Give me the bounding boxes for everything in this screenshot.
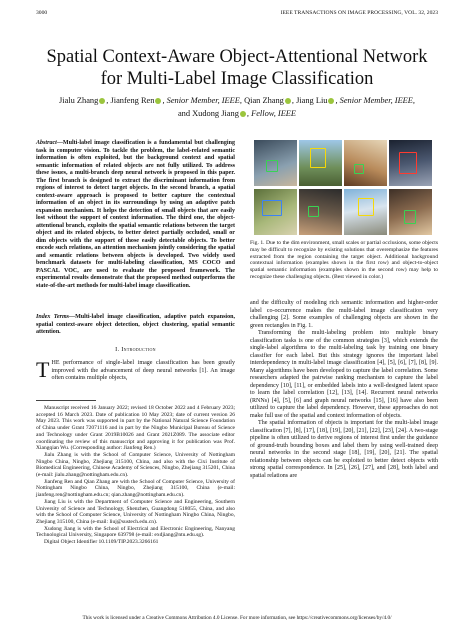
intro-lead: HE: [51, 360, 60, 366]
body-paragraph: Transforming the multi-labeling problem into multiple binary classification tasks is one of the common strategies [3], which extends the single-label algorithms to the multi-labeling task by training one binary classifier for each label. But this strategy ignores the important label interdependency in multi-label image classification [4], [5], [6], [7], [8], [9]. Many algorithms have been developed to capture the label correlation. Some researchers adapted the pairwise ranking mechanism to capture the label dependency [10], [11], or embedded labels into a well-designed latent space to learn the label correlation [12], [13], [14]. Recurrent neural networks (RNNs) [4], [5], [6] and graph neural networks [15], [16] have also been utilized to capture the label dependency. However, these approaches do not make full use of the spatial and context information of objects.: [250, 330, 438, 419]
author-list: [36, 94, 438, 120]
index-terms-text: Multi-label image classification, adaptive patch expansion, spatial context-aware object detection, object clustering, spatial semantic attention.: [36, 314, 235, 335]
body-paragraph: The spatial information of objects is important for the multi-label image classification [7], [8], [17], [18], [19], [20], [21], [22], [23], [24]. A two-stage pipeline is often utilized to derive regions of interest first under the guidance of ground-truth bounding boxes and label them by using well-trained deep neural networks in the second stage [18], [19], [20], [21]. The spatial relationship between objects can be exploited to better detect objects with strong spatial correspondence. In [25], [26], [27], and [28], both label and spatial relations are: [250, 420, 438, 479]
footnote-paragraph: Jialu Zhang is with the School of Computer Science, University of Nottingham Ningbo China, Ningbo, Zhejiang 315100, China, and also with the Cixi Institute of Biomedical Engineering, Chinese Academy of Sciences, Ningbo, Zhejiang 315201, China (e-mail: jialu.zhang@nottingham.edu.cn).: [36, 451, 235, 479]
index-terms-label: Index Terms—: [36, 314, 76, 320]
detection-box: [399, 152, 417, 174]
running-header: [36, 10, 438, 16]
footnote-rule: [36, 400, 96, 401]
detection-box: [266, 160, 278, 172]
detection-box: [308, 206, 319, 217]
detection-box: [358, 198, 374, 216]
orcid-icon[interactable]: [285, 98, 291, 104]
detection-box: [310, 148, 326, 168]
figure-photo: [344, 140, 387, 186]
author-grade: , Senior Member, IEEE,: [335, 96, 416, 105]
abstract-label: Abstract—: [36, 140, 63, 146]
abstract-text: Multi-label image classification is a fundamental but challenging task in computer vision. To tackle the problem, the label-related semantic information is often exploited, but the background context and spatial semantic information of related objects are not fully utilized. To address these issues, a multi-branch deep neural network is proposed in this paper. The first branch is designed to extract the discriminant information from regions of interest to detect target objects. In the second branch, a spatial context-aware approach is proposed to better capture the contextual information of an object in its surroundings by using an adaptive patch expansion mechanism. It helps the detection of small objects that are easily lost without the support of context information. The third one, the object-attentional branch, exploits the spatial semantic relations between the target object and its related objects, to better detect partially occluded, small or dim objects with the support of those easily detectable objects. To better encode such relations, an attention mechanism jointly considering the spatial and semantic relations between objects is developed. Two widely used benchmark datasets for multi-labeling classification, MS COCO and PASCAL VOC, are used to evaluate the proposed framework. The experimental results demonstrate that the proposed method outperforms the state-of-the-art methods for multi-label image classification.: [36, 140, 235, 289]
orcid-icon[interactable]: [99, 98, 105, 104]
abstract: [36, 140, 235, 290]
author-name: , Jianfeng Ren: [106, 96, 155, 105]
orcid-icon[interactable]: [328, 98, 334, 104]
drop-cap: T: [36, 357, 50, 382]
author-grade: , Fellow, IEEE: [246, 109, 297, 118]
body-paragraph: and the difficulty of modeling rich semantic information and higher-order label co-occurrence makes the multi-label image classification very challenging [2]. Some examples of challenging objects are shown in the green rectangles in Fig. 1.: [250, 300, 438, 329]
journal-name: IEEE TRANSACTIONS ON IMAGE PROCESSING, VOL. 32, 2023: [280, 10, 438, 16]
page-number: 3000: [36, 10, 48, 16]
footnote-paragraph: Jianfeng Ren and Qian Zhang are with the School of Computer Science, University of Nottingham Ningbo China, Ningbo, Zhejiang 315100, China (e-mail: jianfeng.ren@nottingham.edu.cn; qian.zhang@nottingham.edu.cn).: [36, 478, 235, 499]
license-footer: This work is licensed under a Creative Commons Attribution 4.0 License. For more information, see https://creativecommons.org/licenses/by/4.0/: [82, 615, 392, 621]
author-name: , Qian Zhang: [239, 96, 284, 105]
author-name: Jialu Zhang: [58, 96, 99, 105]
footnote-paragraph: Xudong Jiang is with the School of Electrical and Electronic Engineering, Nanyang Technological University, Singapore 639798 (e-mail: exdjiang@ntu.edu.sg).: [36, 525, 235, 539]
detection-box: [404, 210, 416, 224]
detection-box: [354, 164, 364, 174]
intro-text: performance of single-label image classification has been greatly improved with the advancement of deep neural networks [1]. An image often contains multiple objects,: [51, 360, 235, 381]
author-name: and Xudong Jiang: [177, 109, 239, 118]
author-grade: , Senior Member, IEEE: [162, 96, 240, 105]
orcid-icon[interactable]: [240, 111, 246, 117]
footnotes: [36, 405, 235, 546]
section-heading: I. Introduction: [115, 346, 156, 353]
figure-caption: Fig. 1. Due to the dim environment, small scales or partial occlusions, some objects may be difficult to recognize by existing solutions that overemphasize the features extracted from the region containing the target object. Additional background contextual information (examples shown in the first row) and object-to-object spatial semantic information (examples shown in the second row) may help to recognize these challenging objects. (Best viewed in color.): [250, 240, 438, 280]
index-terms: [36, 314, 235, 337]
orcid-icon[interactable]: [155, 98, 161, 104]
figure-photo: [299, 189, 342, 235]
footnote-paragraph: Manuscript received 16 January 2022; revised 18 October 2022 and 4 February 2023; accepted 16 March 2023. Date of publication 10 May 2023; date of current version 26 May 2023. This work was supported in part by the National Natural Science Foundation of China under Grant 72071116 and in part by the Ningbo Municipal Bureau of Science and Technology under Grant 2019B10026 and Grant 2021Z089. The associate editor coordinating the review of this manuscript and approving it for publication was Prof. Xiangqian Wu. (Corresponding author: Jianfeng Ren.): [36, 405, 235, 452]
footnote-paragraph: Jiang Liu is with the Department of Computer Science and Engineering, Southern University of Science and Technology, Shenzhen, Guangdong 518055, China, and also with the School of Computer Science, University of Nottingham Ningbo China, Ningbo, Zhejiang 315100, China (e-mail: liuj@sustech.edu.cn).: [36, 498, 235, 525]
author-name: , Jiang Liu: [291, 96, 328, 105]
intro-paragraph: [36, 357, 235, 383]
footnote-paragraph: Digital Object Identifier 10.1109/TIP.2023.3266161: [44, 539, 159, 546]
figure-1: [254, 140, 434, 236]
paper-title: Spatial Context-Aware Object-Attentional Network for Multi-Label Image Classification: [46, 47, 428, 89]
right-column-text: [250, 300, 438, 480]
detection-box: [262, 200, 282, 216]
